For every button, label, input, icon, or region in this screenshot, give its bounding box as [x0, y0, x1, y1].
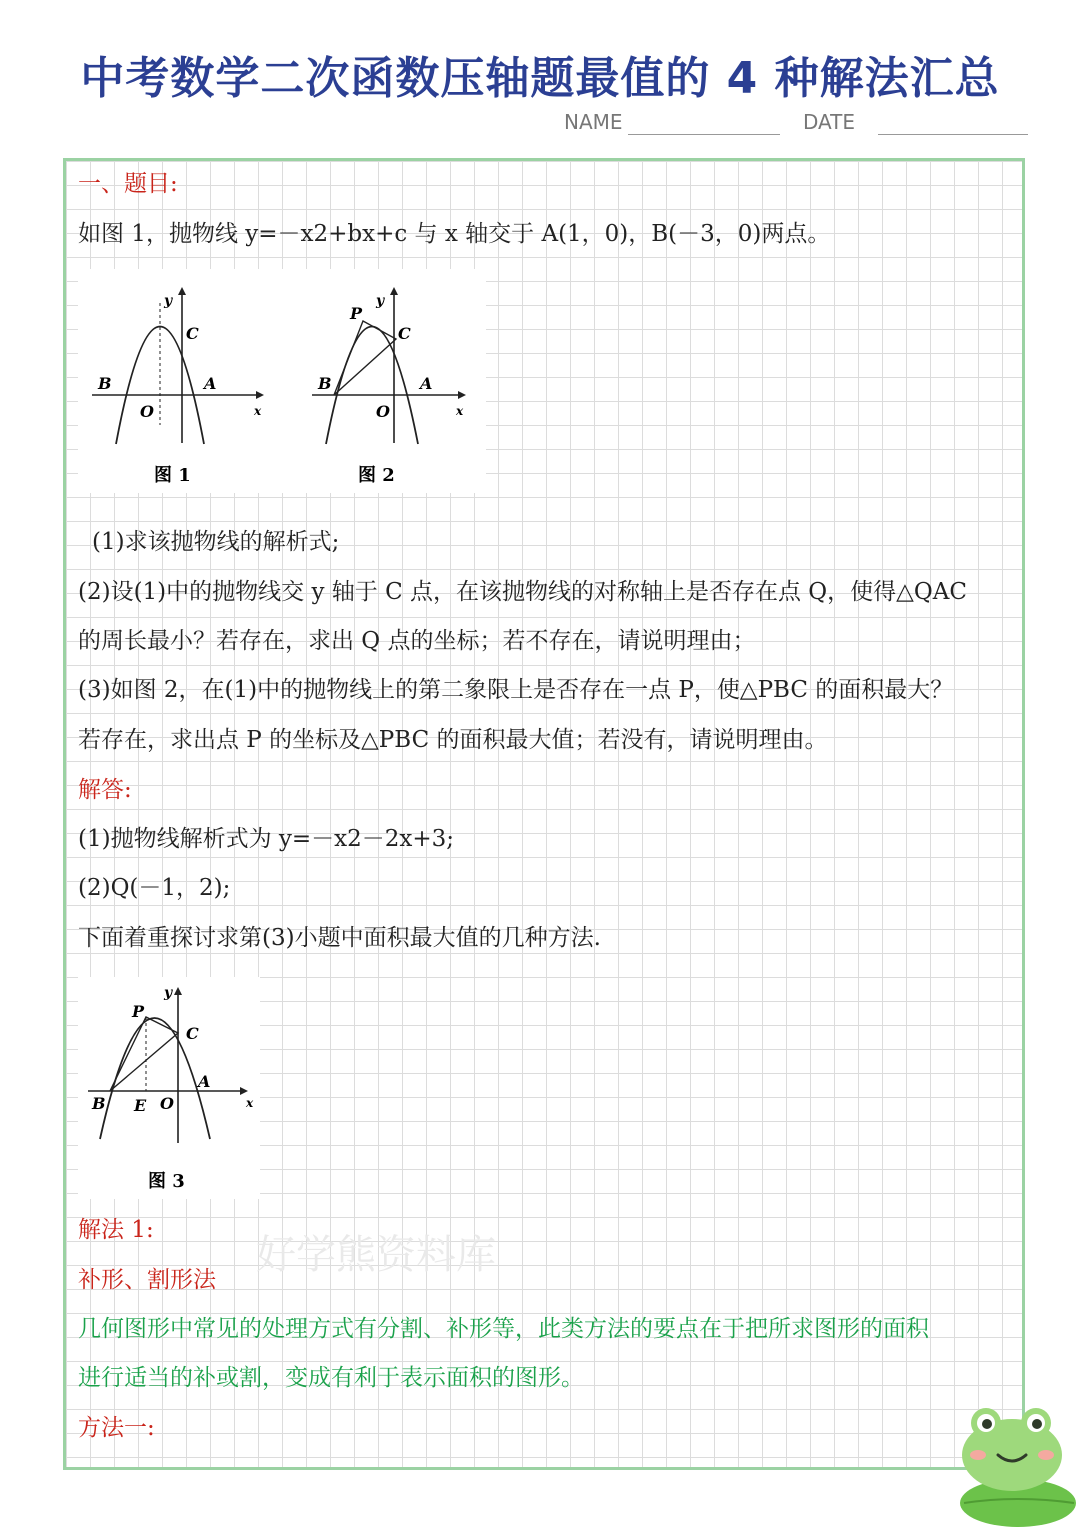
- question-3-line-2: 若存在，求出点 P 的坐标及△PBC 的面积最大值；若没有，请说明理由。: [78, 727, 828, 753]
- answer-1: (1)抛物线解析式为 y=－x2－2x+3;: [78, 826, 455, 852]
- question-1: (1)求该抛物线的解析式;: [92, 529, 340, 555]
- y-axis-arrow-icon: [178, 287, 186, 295]
- triangle-pbc: [334, 321, 396, 395]
- parabola: [326, 327, 418, 445]
- origin-label: O: [376, 402, 390, 421]
- y-label: y: [164, 985, 173, 1001]
- x-axis-arrow-icon: [458, 391, 466, 399]
- parabola: [116, 327, 204, 445]
- point-a-label: A: [198, 1072, 211, 1091]
- x-axis-arrow-icon: [256, 391, 264, 399]
- method-1-heading: 解法 1:: [78, 1217, 154, 1243]
- y-label: y: [164, 293, 173, 309]
- worksheet: [63, 158, 1025, 1470]
- figure-2: [312, 287, 466, 486]
- answers-heading: 解答:: [78, 777, 132, 803]
- method-1-desc-line-2: 进行适当的补或割，变成有利于表示面积的图形。: [78, 1365, 584, 1391]
- figure-3-caption: 图 3: [148, 1171, 185, 1192]
- problem-intro: 如图 1，抛物线 y=－x2+bx+c 与 x 轴交于 A(1，0)，B(－3，0)两点。: [78, 221, 831, 247]
- method-1-name: 补形、割形法: [78, 1267, 216, 1293]
- point-p-label: P: [350, 304, 363, 323]
- point-p-label: P: [132, 1002, 145, 1021]
- question-2-line-1: (2)设(1)中的抛物线交 y 轴于 C 点，在该抛物线的对称轴上是否存在点 Q，使得△QAC: [78, 579, 967, 605]
- frog-sticker-icon: [950, 1395, 1080, 1531]
- x-label: x: [456, 404, 464, 418]
- figures-1-2: [78, 269, 486, 493]
- question-2-line-2: 的周长最小？若存在，求出 Q 点的坐标；若不存在，请说明理由；: [78, 628, 756, 654]
- point-e-label: E: [134, 1096, 147, 1115]
- answer-3-intro: 下面着重探讨求第(3)小题中面积最大值的几种方法.: [78, 925, 601, 951]
- question-3-line-1: (3)如图 2，在(1)中的抛物线上的第二象限上是否存在一点 P，使△PBC 的面积最大？: [78, 677, 954, 703]
- name-label: NAME: [564, 110, 623, 134]
- point-b-label: B: [92, 1094, 106, 1113]
- answer-2: (2)Q(－1，2);: [78, 875, 231, 901]
- figure-3: [78, 977, 260, 1199]
- name-line: [628, 134, 780, 135]
- triangle-pbc: [110, 1017, 178, 1091]
- x-label: x: [246, 1096, 254, 1110]
- date-line: [878, 134, 1028, 135]
- method-1-sub-heading: 方法一:: [78, 1415, 155, 1441]
- point-c-label: C: [186, 1024, 199, 1043]
- y-label: y: [376, 293, 385, 309]
- watermark: 好学熊资料库: [256, 1232, 496, 1278]
- point-c-label: C: [398, 324, 411, 343]
- point-a-label: A: [420, 374, 433, 393]
- point-b-label: B: [318, 374, 332, 393]
- origin-label: O: [140, 402, 154, 421]
- origin-label: O: [160, 1094, 174, 1113]
- figure-1: [92, 287, 264, 486]
- x-axis-arrow-icon: [240, 1087, 248, 1095]
- date-label: DATE: [803, 110, 856, 134]
- y-axis-arrow-icon: [174, 987, 182, 995]
- section-heading: 一、题目:: [78, 171, 178, 197]
- point-a-label: A: [204, 374, 217, 393]
- figure-2-caption: 图 2: [358, 465, 395, 486]
- figure-1-caption: 图 1: [154, 465, 191, 486]
- point-b-label: B: [98, 374, 112, 393]
- method-1-desc-line-1: 几何图形中常见的处理方式有分割、补形等，此类方法的要点在于把所求图形的面积: [78, 1316, 929, 1342]
- point-c-label: C: [186, 324, 199, 343]
- y-axis-arrow-icon: [390, 287, 398, 295]
- page-title: 中考数学二次函数压轴题最值的 4 种解法汇总: [80, 53, 1000, 104]
- x-label: x: [254, 404, 262, 418]
